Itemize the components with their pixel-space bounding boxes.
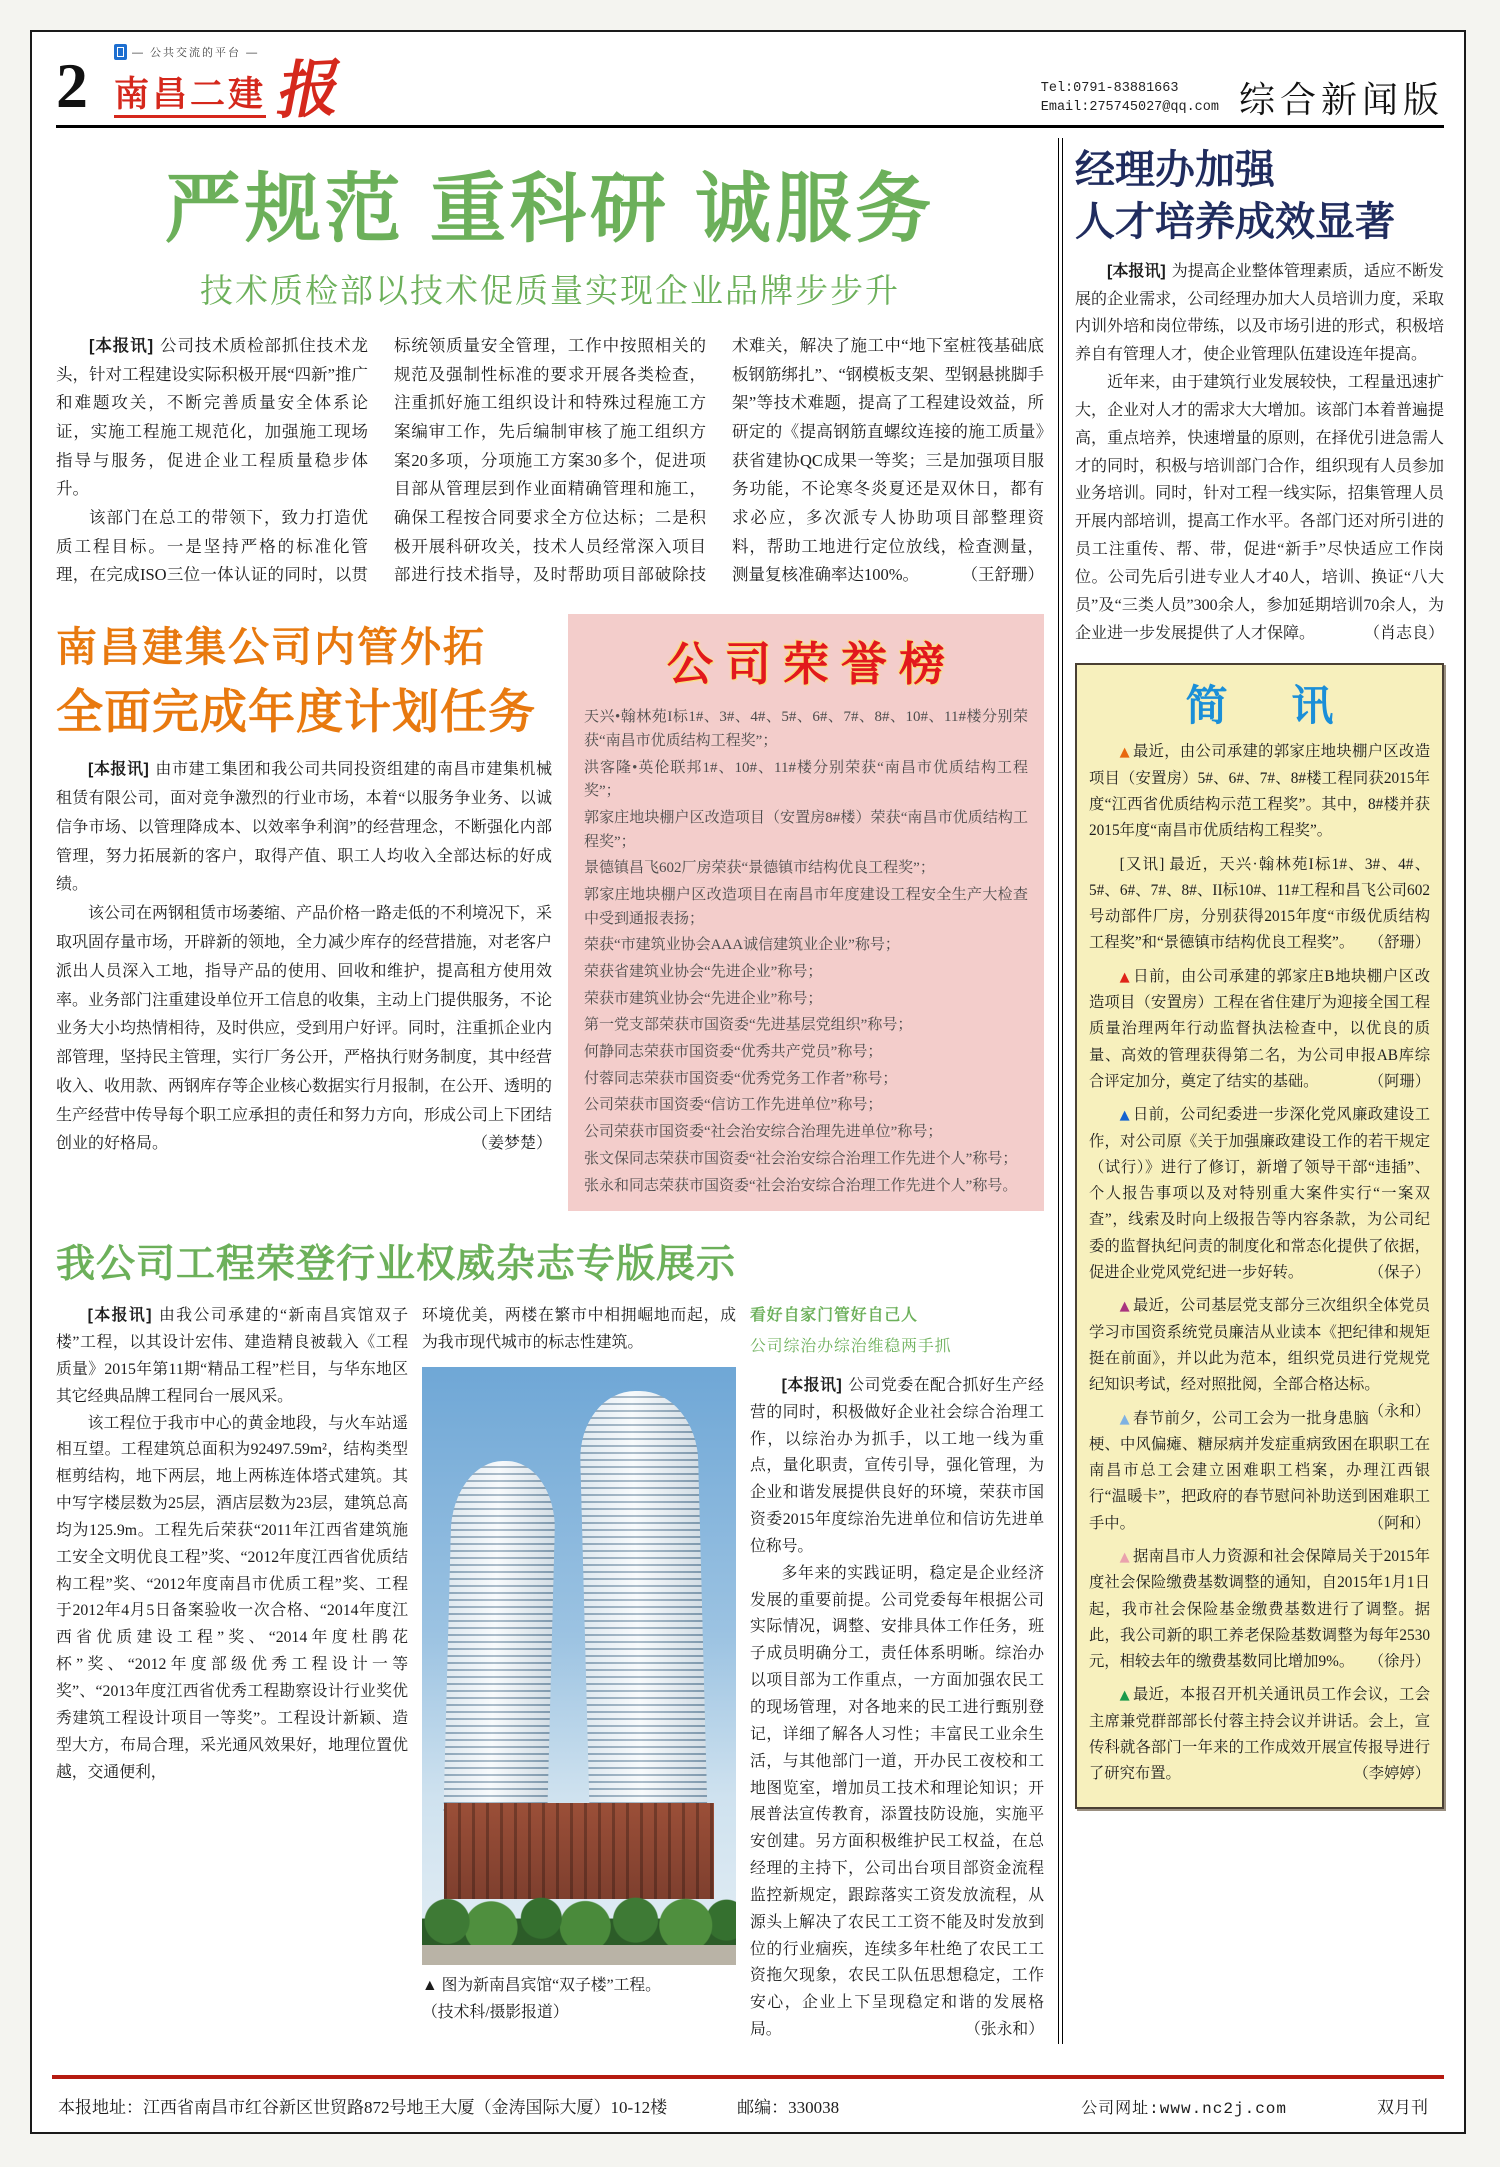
manager-paragraph: 近年来，由于建筑行业发展较快，工程量迅速扩大，企业对人才的需求大大增加。该部门本着普遍提高，重点培养，快速增量的原则，在择优引进急需人才的同时，积极与培训部门合作，组织现有人员参加业务培训。同时，针对工程一线实际，招集管理人员开展内部培训，提高工作水平。各部门还对所引进的员工注重传、帮、带，促进“新手”尽快适应工作岗位。公司先后引进专业人才40人，培训、换证“八大员”及“三类人员”300余人，参加延期培训70余人，为企业进一步发展提供了人才保障。 （肖志良） [1075, 369, 1444, 647]
honor-roll-title: 公司荣誉榜 [667, 637, 957, 692]
triangle-marker-icon: ▲ [1119, 969, 1131, 985]
byline: （阿和） [1368, 1514, 1430, 1532]
triangle-marker-icon: ▲ [1119, 1688, 1130, 1704]
honor-item: 天兴•翰林苑I标1#、3#、4#、5#、6#、7#、8#、10#、11#楼分别荣获“南昌市优质结构工程奖”； [584, 709, 1028, 749]
page-number: 2 [56, 49, 88, 121]
magazine-article-headline: 我公司工程荣登行业权威杂志专版展示 [56, 1243, 737, 1287]
byline: （李婷婷） [1353, 1765, 1430, 1783]
dateline: [本报讯] [781, 1376, 842, 1394]
jianji-paragraph: 该公司在两钢租赁市场萎缩、产品价格一路走低的不利境况下，采取巩固存量市场，开辟新的领地，全力减少库存的经营措施，对老客户派出人员深入工地，指导产品的使用、回收和维护，提高租方使用效率。业务部门注重建设单位开工信息的收集，主动上门提供服务，不论业务大小均热情相待，及时供应，受到用户好评。同时，注重抓企业内部管理，坚持民主管理，实行厂务公开，严格执行财务制度，其中经营收入、收用款、两钢库存等企业核心数据实行月报制，在公开、透明的生产经营中传导每个职工应承担的责任和努力方向，形成公司上下团结创业的好格局。 （姜梦楚） [56, 900, 552, 1159]
footer-website: 公司网址:www.nc2j.com [1081, 2100, 1287, 2118]
edition-label: 综合新闻版 [1238, 79, 1444, 120]
zongzhi-paragraph: 多年来的实践证明，稳定是企业经济发展的重要前提。公司党委每年根据公司实际情况，调整、安排具体工作任务，班子成员明确分工，责任体系明晰。综治办以项目部为工作重点，一方面加强农民工的现场管理，对各地来的民工进行甄别登记，详细了解各人习性；丰富民工业余生活，与其他部门一道，开办民工夜校和工地图览室，增加员工技术和理论知识；开展普法宣传教育，添置技防设施，实施平安创建。另方面积极维护民工权益，在总经理的主持下，公司出台项目部资金流程监控新规定，跟踪落实工资发放流程，从源头上解决了农民工工资不能及时发放到位的行业痼疾，连续多年杜绝了农民工工资拖欠现象，农民工队伍思想稳定，工作安心，企业上下呈现稳定和谐的发展格局。 （张永和） [750, 1561, 1044, 2044]
brief-item: ▲ 最近，本报召开机关通讯员工作会议，工会主席兼党群部部长付蓉主持会议并讲话。会上，宣传科就各部门一年来的工作成效开展宣传报导进行了研究布置。 （李婷婷） [1089, 1682, 1430, 1787]
footer-postal-code: 邮编：330038 [737, 2098, 840, 2117]
newspaper-page [30, 30, 1466, 2134]
brief-item: ▲ 最近，公司基层党支部分三次组织全体党员学习市国资系统党员廉洁从业读本《把纪律和规矩挺在前面》，并以此为范本，组织党员进行党规党纪知识考试，经对照批阅，全部合格达标。 （永和） [1089, 1293, 1430, 1398]
honor-item: 荣获省建筑业协会“先进企业”称号； [584, 964, 823, 980]
honor-item: 何静同志荣获市国资委“优秀共产党员”称号； [584, 1044, 883, 1061]
honor-item: 张永和同志荣获市国资委“社会治安综合治理工作先进个人”称号。 [584, 1177, 1018, 1194]
header-rule [56, 125, 1444, 128]
magazine-paragraph-continuation: 环境优美，两楼在繁市中相拥崛地而起，成为我市现代城市的标志性建筑。 [422, 1307, 736, 1352]
triangle-marker-icon: ▲ [1119, 1550, 1130, 1565]
brief-item: ▲ 日前，公司纪委进一步深化党风廉政建设工作，对公司原《关于加强廉政建设工作的若干规定（试行）》进行了修订，新增了领导干部“违插”、个人报告事项以及对特别重大案件实行“一案双查”，线索及时向上级报告等内容条款，为公司纪委的监督执纪问责的制度化和常态化提供了依据，促进企业党风党纪进一步好转。 （保子） [1089, 1102, 1430, 1286]
honor-item: 荣获市建筑业协会“先进企业”称号； [584, 990, 823, 1007]
road [422, 1945, 736, 1965]
honor-item: 付蓉同志荣获市国资委“优秀党务工作者”称号； [584, 1070, 898, 1087]
triangle-marker-icon: ▲ [1119, 745, 1130, 761]
briefs-title: 简 讯 [1185, 682, 1360, 730]
magazine-article-body [56, 1303, 408, 1786]
byline: （舒珊） [1368, 934, 1430, 952]
masthead-name: 南昌二建 [114, 77, 266, 118]
manager-article-body [1075, 258, 1444, 648]
twin-towers-photo [422, 1367, 736, 1965]
zongzhi-headline: 看好自家门管好自己人 [750, 1307, 918, 1325]
lead-article-paragraph: [本报讯] 公司技术质检部抓住技术龙头，针对工程建设实际积极开展“四新”推广和难题攻关，不断完善质量安全体系论证，实施工程施工规范化，加强施工现场指导与服务，促进企业工程质量稳步体升。 [56, 335, 368, 499]
contact-tel: Tel:0791-83881663 [1040, 81, 1179, 97]
lead-article-subhead: 技术质检部以技术促质量实现企业品牌步步升 [200, 273, 900, 310]
tower-left [443, 1461, 556, 1813]
footer-address: 本报地址：江西省南昌市红谷新区世贸路872号地王大厦（金涛国际大厦）10-12楼 [58, 2098, 668, 2117]
page-header [56, 44, 1444, 128]
byline: （肖志良） [1363, 624, 1444, 642]
honor-item: 公司荣获市国资委“社会治安综合治理先进单位”称号； [584, 1124, 943, 1141]
honor-item: 荣获“市建筑业协会AAA诚信建筑业企业”称号； [584, 937, 900, 954]
magazine-paragraph: 该工程位于我市中心的黄金地段，与火车站遥相互望。工程建筑总面积为92497.59m²，结构类型框剪结构，地下两层，地上两栋连体塔式建筑。其中写字楼层数为25层，酒店层数为23层，建筑总高均为125.9m。工程先后荣获“2011年江西省建筑施工安全文明优良工程”奖、“2012年度江西省优质结构工程”奖、“2012年度南昌市优质工程”奖、工程于2012年4月5日备案验收一次合格、“2014年度江西省优质建设工程”奖、“2014年度杜鹃花杯”奖、“2012年度部级优秀工程设计一等奖”、“2013年度江西省优秀工程勘察设计行业奖优秀建筑工程设计项目一等奖”。工程设计新颖、造型大方，布局合理，采光通风效果好，地理位置优越，交通便利， [56, 1414, 408, 1781]
masthead-logo-icon [114, 44, 127, 60]
triangle-marker-icon: ▲ [1119, 1108, 1130, 1124]
honor-item: 张文保同志荣获市国资委“社会治安综合治理工作先进个人”称号； [584, 1150, 1018, 1167]
byline: （王舒珊） [961, 565, 1044, 585]
brief-item: ▲ 最近，由公司承建的郭家庄地块棚户区改造项目（安置房）5#、6#、7#、8#楼工程同获2015年度“江西省优质结构示范工程奖”。其中，8#楼并获2015年度“南昌市优质结构工程奖”。 [1089, 743, 1430, 840]
brief-item: ▲ 据南昌市人力资源和社会保障局关于2015年度社会保险缴费基数调整的通知，自2015年1月1日起，我市社会保险基金缴费基数进行了调整。据此，我公司新的职工养老保险基数调整为每年2530元，相较去年的缴费基数同比增加9%。 （徐丹） [1089, 1544, 1430, 1675]
page-footer [52, 2075, 1444, 2122]
zongzhi-article [750, 1303, 1044, 2044]
manager-paragraph: [本报讯] 为提高企业整体管理素质，适应不断发展的企业需求，公司经理办加大人员培训力度，采取内训外培和岗位带练，以及市场引进的形式，积极培养自有管理人才，使企业管理队伍建设连年提高。 [1075, 262, 1444, 364]
byline: （保子） [1368, 1264, 1430, 1282]
triangle-marker-icon: ▲ [1119, 1299, 1130, 1315]
dateline: [本报讯] [87, 1307, 152, 1325]
brief-item: [又讯] 最近，天兴·翰林苑I标1#、3#、4#、5#、6#、7#、8#、II标10#、11#工程和昌飞公司602号动部件厂房，分别获得2015年度“市级优质结构工程奖”和“景德镇市结构优良工程奖”。 （舒珊） [1089, 852, 1430, 957]
lead-article-body [56, 332, 1044, 590]
magazine-paragraph: [本报讯] 由我公司承建的“新南昌宾馆双子楼”工程，以其设计宏伟、建造精良被载入《工程质量》2015年第11期“精品工程”栏目，与华东地区其它经典品牌工程同台一展风采。 [56, 1307, 408, 1405]
dateline: [本报讯] [88, 761, 149, 779]
lead-article-paragraph: 该部门在总工的带领下，致力打造优质工程目标。一是坚持严格的标准化管理，在完成ISO三位一体认证的同时，以贯标统领质量安全管理，工作中按照相关的规范及强制性标准的要求开展各类检查，注重抓好施工组织设计和特殊过程施工方案编审工作，先后编制审核了施工组织方案20多项，分项施工方案30多个，促进项目部从管理层到作业面精确管理和施工，确保工程按合同要求全方位达标；二是积极开展科研攻关，技术人员经常深入项目部进行技术指导，及时帮助项目部破除技术难关，解决了施工中“地下室桩筏基础底板钢筋绑扎”、“钢模板支架、型钢悬挑脚手架”等技术难题，提高了工程建设效益，所研定的《提高钢筋直螺纹连接的施工质量》获省建协QC成果一等奖；三是加强项目服务功能，不论寒冬炎夏还是双休日，都有求必应，多次派专人协助项目部整理资料，帮助工地进行定位放线，检查测量，测量复核准确率达100%。 （王舒珊） [56, 332, 1044, 590]
honor-item: 洪客隆•英伦联邦1#、10#、11#楼分别荣获“南昌市优质结构工程奖”； [584, 759, 1028, 800]
honor-item: 景德镇昌飞602厂房荣获“景德镇市结构优良工程奖”； [584, 860, 935, 877]
honor-item: 郭家庄地块棚户区改造项目（安置房8#楼）荣获“南昌市优质结构工程奖”； [584, 809, 1028, 850]
byline: （阿珊） [1368, 1072, 1430, 1090]
trees [422, 1883, 736, 1947]
column-divider [1058, 138, 1063, 2044]
triangle-marker-icon: ▲ [1119, 1411, 1131, 1427]
honor-item: 郭家庄地块棚户区改造项目在南昌市年度建设工程安全生产大检查中受到通报表扬； [584, 886, 1028, 927]
jianji-headline-kicker: 南昌建集公司内管外拓 [56, 624, 486, 671]
masthead-suffix: 报 [272, 51, 338, 128]
jianji-article [56, 614, 552, 1159]
honor-item: 公司荣获市国资委“信访工作先进单位”称号； [584, 1097, 883, 1114]
byline: （永和） [1368, 1402, 1430, 1420]
manager-article-headline: 经理办加强 人才培养成效显著 [1075, 147, 1395, 244]
contact-email: Email:275745027@qq.com [1040, 99, 1219, 115]
photo-credit: （技术科/摄影报道） [422, 2003, 569, 2021]
lead-article-headline: 严规范 重科研 诚服务 [164, 166, 936, 252]
brief-item: ▲ 日前，由公司承建的郭家庄B地块棚户区改造项目（安置房）工程在省住建厅为迎接全国工程质量治理两年行动监督执法检查中，以优良的质量、高效的管理获得第二名，为公司申报AB库综合评定加分，奠定了结实的基础。 （阿珊） [1089, 964, 1430, 1095]
dateline: [本报讯] [1107, 262, 1166, 280]
contact-info [1041, 80, 1219, 118]
zongzhi-paragraph: [本报讯] 公司党委在配合抓好生产经营的同时，积极做好企业社会综合治理工作，以综治办为抓手，以工地一线为重点，量化职责，宣传引导，强化管理，为企业和谐发展提供良好的环境，荣获市国资委2015年度综治先进单位和信访先进单位称号。 [750, 1376, 1044, 1555]
tower-right [578, 1391, 707, 1815]
footer-issue-frequency: 双月刊 [1377, 2098, 1428, 2117]
honor-item: 第一党支部荣获市国资委“先进基层党组织”称号； [584, 1017, 913, 1034]
byline: （徐丹） [1368, 1653, 1430, 1671]
photo-caption: ▲ 图为新南昌宾馆“双子楼”工程。 [422, 1976, 661, 1994]
photo-column [422, 1303, 736, 2026]
masthead-tagline-text: — 公共交流的平台 — [132, 47, 260, 59]
byline: （张永和） [965, 2021, 1044, 2039]
briefs-box [1075, 663, 1444, 1808]
honor-roll-box [568, 614, 1044, 1211]
jianji-headline-main: 全面完成年度计划任务 [56, 685, 536, 739]
jianji-paragraph: [本报讯] 由市建工集团和我公司共同投资组建的南昌市建集机械租赁有限公司，面对竞争激烈的行业市场，本着“以服务争业务、以诚信争市场、以管理降成本、以效率争利润”的经营理念，不断强化内部管理，努力拓展新的客户，取得产值、职工人均收入全部达标的好成绩。 [56, 761, 552, 894]
byline: （姜梦楚） [471, 1135, 552, 1153]
masthead [114, 44, 338, 128]
dateline: [本报讯] [89, 336, 154, 355]
zongzhi-subhead: 公司综治办综治维稳两手抓 [750, 1338, 952, 1356]
brief-item: ▲ 春节前夕，公司工会为一批身患脑梗、中风偏瘫、糖尿病并发症重病致困在职职工在南昌市总工会建立困难职工档案，办理江西银行“温暖卡”，把政府的春节慰问补助送到困难职工手中。 （阿和） [1089, 1406, 1430, 1537]
